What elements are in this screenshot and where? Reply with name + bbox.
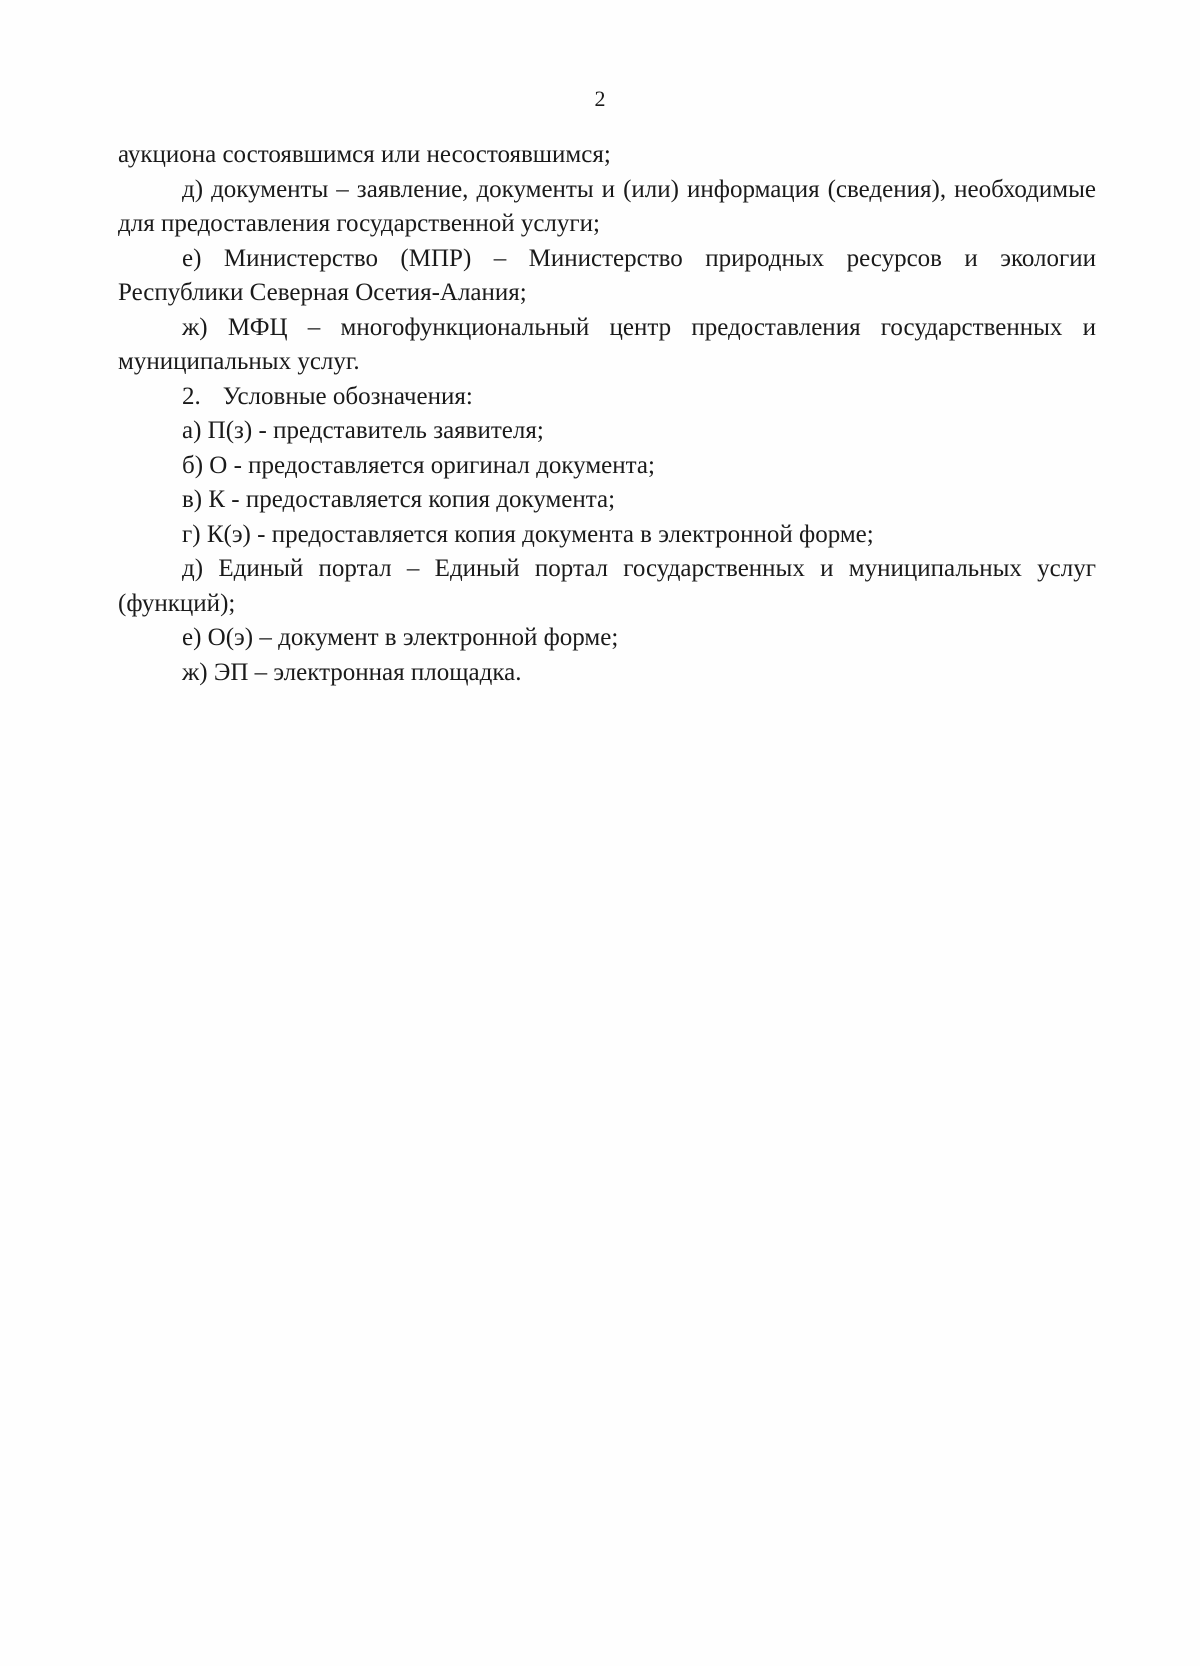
section-title: Условные обозначения: [222, 382, 473, 410]
definition-documents: д) документы – заявление, документы и (или) информация (сведения), необходимые для предоставления государственной услуги; [118, 175, 1096, 237]
legend-item-unified-portal: д) Единый портал – Единый портал государственных и муниципальных услуг (функций); [118, 555, 1096, 617]
section-heading [118, 380, 1096, 415]
document-body [118, 138, 1096, 690]
definition-ministry: е) Министерство (МПР) – Министерство природных ресурсов и экологии Республики Северная Осетия-Алания; [118, 244, 1096, 306]
legend-item-representative: а) П(з) - представитель заявителя; [182, 417, 544, 444]
section-number: 2. [182, 382, 201, 410]
paragraph-continuation: аукциона состоявшимся или несостоявшимся; [118, 141, 611, 168]
legend-item-copy: в) К - предоставляется копия документа; [182, 486, 616, 513]
page-number: 2 [594, 86, 606, 111]
definition-mfc: ж) МФЦ – многофункциональный центр предоставления государственных и муниципальных услуг. [118, 313, 1096, 375]
legend-item-original: б) О - предоставляется оригинал документа; [182, 451, 655, 479]
legend-item-electronic-document: е) О(э) – документ в электронной форме; [182, 624, 619, 651]
legend-item-electronic-copy: г) К(э) - предоставляется копия документа в электронной форме; [182, 520, 874, 548]
legend-item-electronic-platform: ж) ЭП – электронная площадка. [182, 658, 522, 686]
